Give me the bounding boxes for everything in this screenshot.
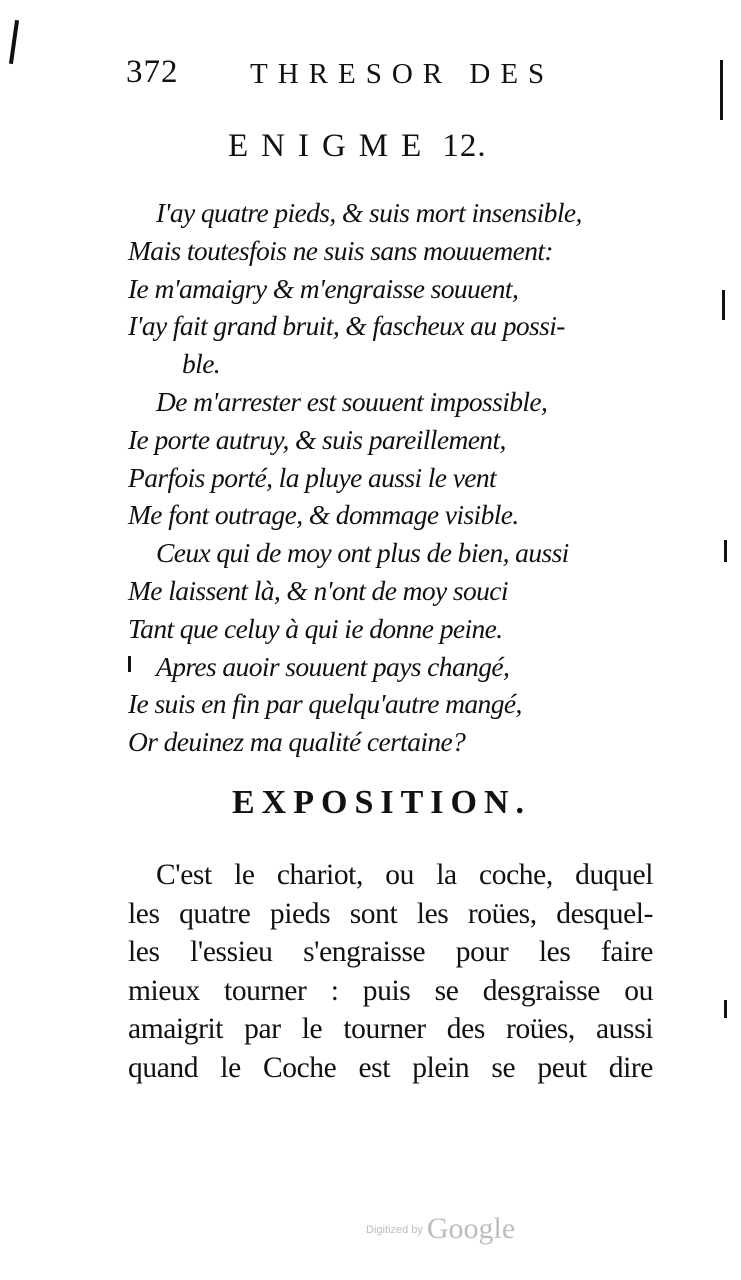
verse-line: Ie porte autruy, & suis pareillement, bbox=[128, 423, 506, 455]
scan-mark-right-edge bbox=[724, 1000, 727, 1018]
verse-line: Me font outrage, & dommage visible. bbox=[128, 499, 519, 531]
prose-line: C'est le chariot, ou la coche, duquel bbox=[156, 859, 653, 891]
running-title: THRESOR DES bbox=[250, 58, 555, 90]
prose-line: les l'essieu s'engraisse pour les faire bbox=[128, 936, 653, 969]
verse-line: Or deuinez ma qualité certaine? bbox=[128, 726, 466, 758]
verse-line: Mais toutesfois ne suis sans mouuement: bbox=[128, 234, 553, 266]
verse-line: Ie suis en fin par quelqu'autre mangé, bbox=[128, 688, 522, 720]
google-logo: Google bbox=[426, 1212, 516, 1245]
verse-line: Apres auoir souuent pays changé, bbox=[156, 650, 510, 682]
scan-mark-right-edge bbox=[720, 60, 723, 120]
scan-mark-top-left bbox=[9, 20, 19, 64]
scan-mark-right-edge bbox=[724, 540, 727, 562]
enigme-number: 12. bbox=[442, 128, 487, 164]
verse-line: De m'arrester est souuent impossible, bbox=[156, 385, 548, 417]
enigme-title: ENIGME bbox=[228, 128, 435, 164]
prose-line: amaigrit par le tourner des roües, aussi bbox=[128, 1013, 653, 1046]
exposition-heading: EXPOSITION. bbox=[232, 784, 531, 821]
exposition-text bbox=[128, 856, 653, 1088]
google-watermark bbox=[366, 1212, 515, 1246]
verse-line: Ceux qui de moy ont plus de bien, aussi bbox=[156, 537, 569, 569]
scan-mark-right-edge bbox=[722, 290, 725, 320]
verse-line: ble. bbox=[182, 348, 221, 380]
enigme-heading bbox=[228, 124, 487, 168]
verse-line: Parfois porté, la pluye aussi le vent bbox=[128, 461, 497, 493]
riddle-verse bbox=[128, 194, 668, 761]
watermark-prefix: Digitized by bbox=[366, 1224, 423, 1236]
verse-line: Tant que celuy à qui ie donne peine. bbox=[128, 612, 503, 644]
page-number: 372 bbox=[126, 54, 179, 90]
prose-line: mieux tourner : puis se desgraisse ou bbox=[128, 974, 653, 1007]
prose-line: quand le Coche est plein se peut dire bbox=[128, 1051, 653, 1084]
scan-mark-left-margin bbox=[128, 656, 131, 672]
verse-line: I'ay quatre pieds, & suis mort insensible, bbox=[156, 197, 582, 228]
verse-line: Ie m'amaigry & m'engraisse souuent, bbox=[128, 272, 519, 304]
prose-line: les quatre pieds sont les roües, desquel- bbox=[128, 897, 653, 930]
verse-line: I'ay fait grand bruit, & fascheux au possi- bbox=[128, 310, 565, 342]
verse-line: Me laissent là, & n'ont de moy souci bbox=[128, 574, 508, 606]
